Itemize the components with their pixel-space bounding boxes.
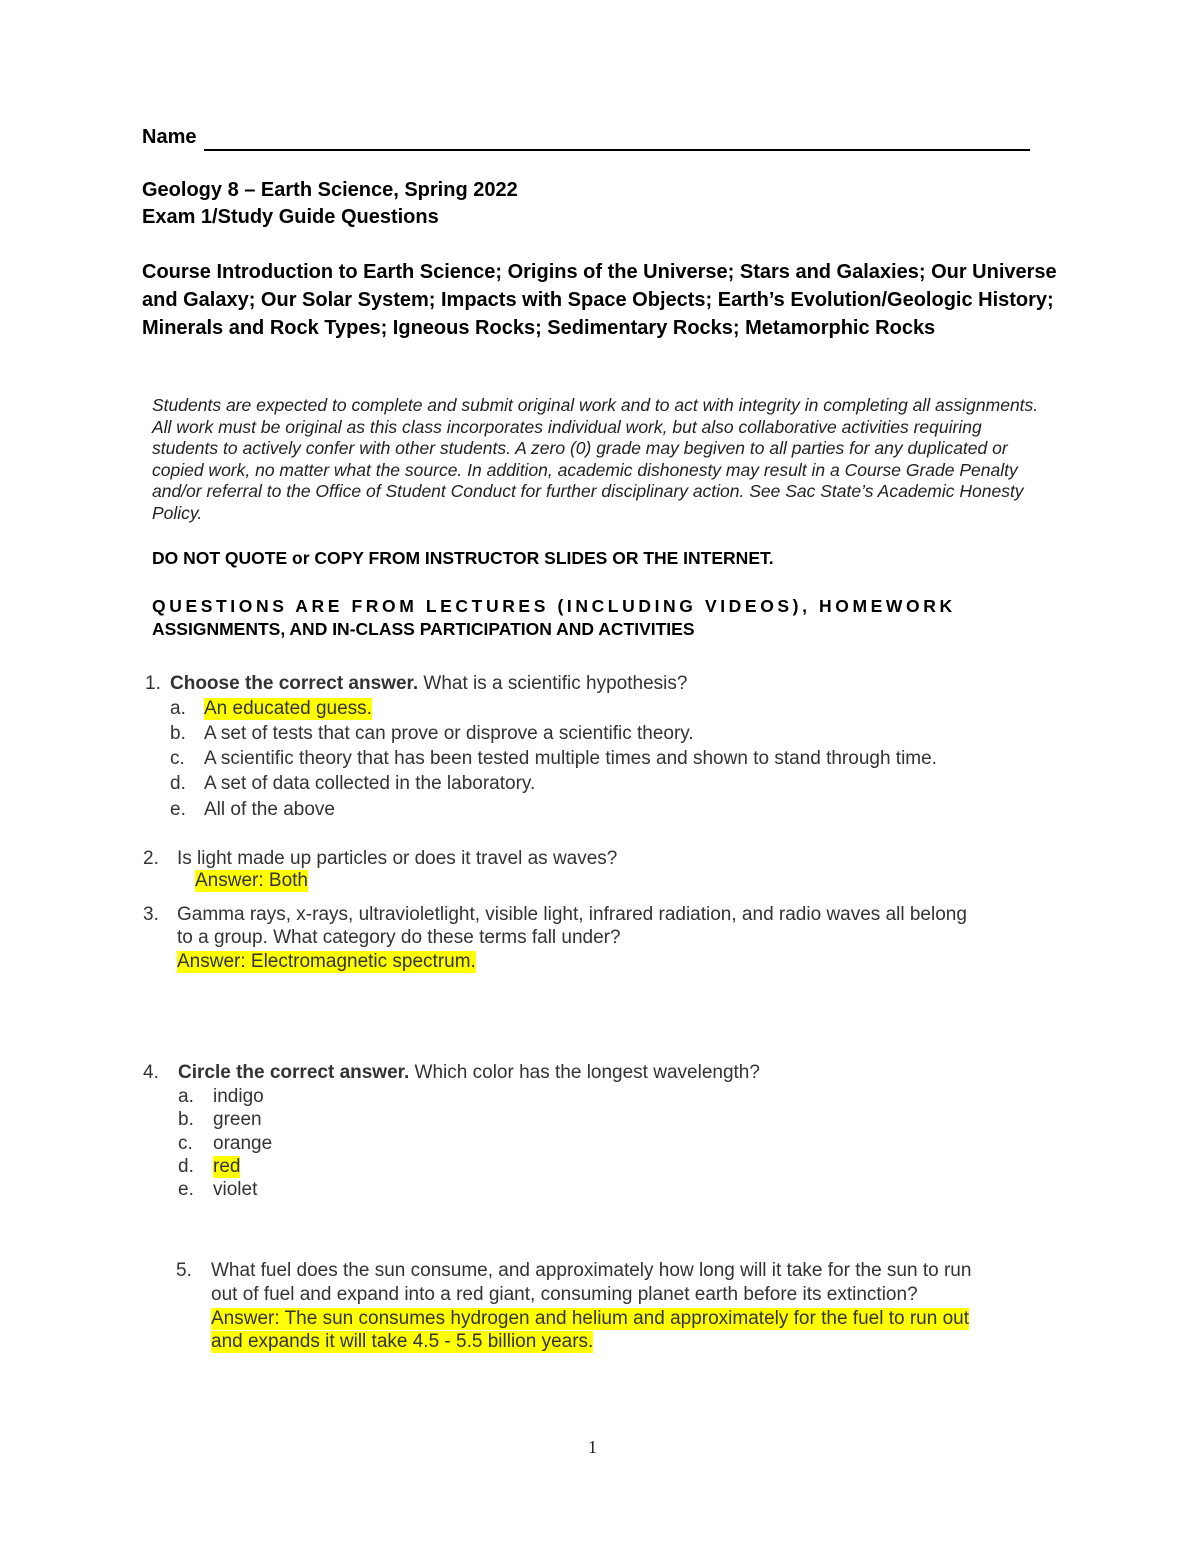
copy-warning: DO NOT QUOTE or COPY FROM INSTRUCTOR SLIDES OR THE INTERNET. xyxy=(152,548,774,568)
option-letter: d. xyxy=(178,1156,194,1177)
answer-text-line-2: and expands it will take 4.5 - 5.5 billion years. xyxy=(211,1331,594,1352)
question-number: 4. xyxy=(143,1062,159,1083)
option-text: indigo xyxy=(213,1086,264,1107)
topics-list: Course Introduction to Earth Science; Origins of the Universe; Stars and Galaxies; Our Universe and Galaxy; Our Solar System; Impacts with Space Objects; Earth’s Evolution/Geologic History; Minerals and Rock Types; Igneous Rocks; Sedimentary Rocks; Metamorphic Rocks xyxy=(142,261,1057,339)
option-text: All of the above xyxy=(204,799,335,820)
question-text xyxy=(178,1062,760,1084)
name-label: Name xyxy=(142,126,197,148)
option-letter: e. xyxy=(178,1179,194,1200)
option-text: A scientific theory that has been tested multiple times and shown to stand through time. xyxy=(204,748,937,769)
option-text-correct: red xyxy=(213,1156,241,1177)
question-prompt: Is light made up particles or does it travel as waves? xyxy=(177,848,618,869)
question-text xyxy=(170,673,687,695)
option-letter: a. xyxy=(170,698,186,719)
questions-source-line-1: QUESTIONS ARE FROM LECTURES (INCLUDING VIDEOS), HOMEWORK xyxy=(152,596,956,616)
answer-text: Answer: Both xyxy=(195,870,308,891)
question-prompt-line-1: Gamma rays, x-rays, ultravioletlight, visible light, infrared radiation, and radio waves all belong xyxy=(177,904,967,925)
question-number: 5. xyxy=(176,1260,192,1281)
course-title: Geology 8 – Earth Science, Spring 2022 xyxy=(142,179,518,201)
option-letter: b. xyxy=(178,1109,194,1130)
option-text-correct: An educated guess. xyxy=(204,698,372,719)
question-prompt-line-2: to a group. What category do these terms fall under? xyxy=(177,927,621,948)
option-letter: e. xyxy=(170,799,186,820)
answer-text-line-1: Answer: The sun consumes hydrogen and helium and approximately for the fuel to run out xyxy=(211,1308,969,1329)
option-text: A set of data collected in the laboratory. xyxy=(204,773,536,794)
question-number: 1. xyxy=(145,673,161,694)
option-letter: a. xyxy=(178,1086,194,1107)
integrity-statement: Students are expected to complete and submit original work and to act with integrity in completing all assignments. All work must be original as this class incorporates individual work, but also collaborative activities requiring students to actively confer with other students. A zero (0) grade may begiven to all parties for any duplicated or copied work, no matter what the source. In addition, academic dishonesty may result in a Course Grade Penalty and/or referral to the Office of Student Conduct for further disciplinary action. See Sac State’s Academic Honesty Policy. xyxy=(152,395,1039,523)
option-letter: c. xyxy=(178,1133,193,1154)
option-text: green xyxy=(213,1109,262,1130)
option-letter: d. xyxy=(170,773,186,794)
option-letter: c. xyxy=(170,748,185,769)
option-text: orange xyxy=(213,1133,273,1154)
questions-source-line-2: ASSIGNMENTS, AND IN-CLASS PARTICIPATION AND ACTIVITIES xyxy=(152,619,695,639)
question-prompt-line-1: What fuel does the sun consume, and approximately how long will it take for the sun to run xyxy=(211,1260,972,1281)
option-letter: b. xyxy=(170,723,186,744)
question-number: 3. xyxy=(143,904,159,925)
question-prompt: Which color has the longest wavelength? xyxy=(409,1062,760,1083)
option-text: violet xyxy=(213,1179,258,1200)
option-text: A set of tests that can prove or disprove a scientific theory. xyxy=(204,723,694,744)
page-number: 1 xyxy=(588,1437,597,1457)
question-number: 2. xyxy=(143,848,159,869)
exam-title: Exam 1/Study Guide Questions xyxy=(142,206,439,228)
question-prompt-line-2: out of fuel and expand into a red giant, consuming planet earth before its extinction? xyxy=(211,1284,918,1305)
question-lead: Circle the correct answer. xyxy=(178,1062,410,1083)
question-prompt: What is a scientific hypothesis? xyxy=(418,673,688,694)
name-blank-line xyxy=(204,149,1030,151)
answer-text: Answer: Electromagnetic spectrum. xyxy=(177,951,476,972)
question-lead: Choose the correct answer. xyxy=(170,673,419,694)
